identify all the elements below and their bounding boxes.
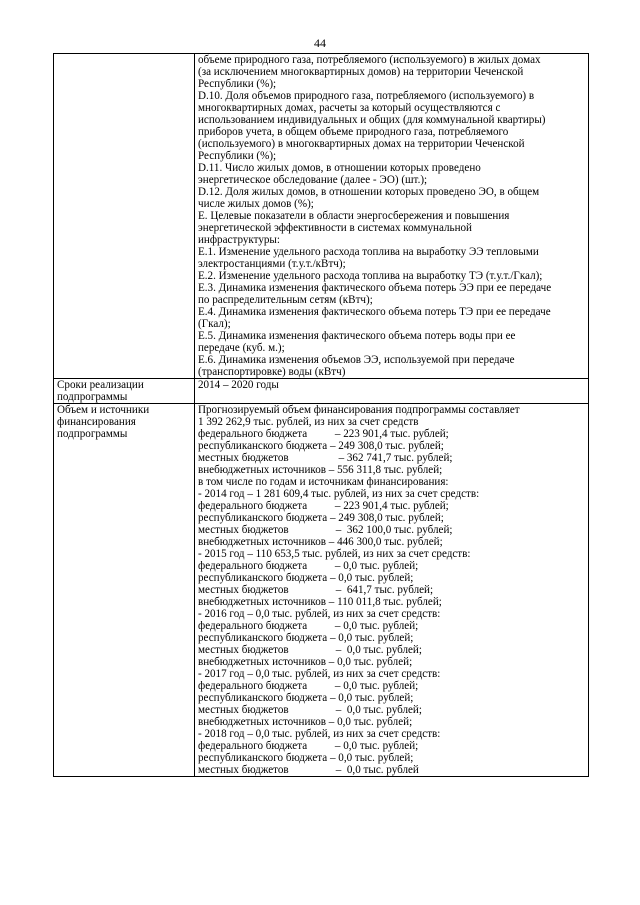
text-line: республиканского бюджета – 0,0 тыс. рублей;	[198, 692, 414, 704]
text-line: (транспортировке) воды (кВтч)	[198, 366, 346, 378]
text-line: Е.6. Динамика изменения объемов ЭЭ, используемой при передаче	[198, 354, 515, 366]
text-line: местных бюджетов – 641,7 тыс. рублей;	[198, 584, 434, 596]
row-content-cell	[195, 404, 589, 777]
text-line: объеме природного газа, потребляемого (используемого) в жилых домах	[198, 54, 541, 66]
row-label-cell	[54, 404, 195, 777]
text-line: D.12. Доля жилых домов, в отношении которых проведено ЭО, в общем	[198, 186, 540, 198]
text-line: - 2014 год – 1 281 609,4 тыс. рублей, из них за счет средств:	[198, 488, 480, 500]
text-line: федерального бюджета – 223 901,4 тыс. рублей;	[198, 428, 449, 440]
text-line: местных бюджетов – 0,0 тыс. рублей;	[198, 704, 422, 716]
text-line: инфраструктуры:	[198, 234, 280, 246]
text-line: Е.2. Изменение удельного расхода топлива на выработку ТЭ (т.у.т./Гкал);	[198, 270, 543, 282]
text-line: Е. Целевые показатели в области энергосбережения и повышения	[198, 210, 510, 222]
text-line: внебюджетных источников – 0,0 тыс. рублей;	[198, 656, 413, 668]
page-number: 44	[314, 36, 326, 50]
text-line: энергетической эффективности в системах коммунальной	[198, 222, 472, 234]
text-line: республиканского бюджета – 0,0 тыс. рублей;	[198, 572, 414, 584]
text-line: - 2015 год – 110 653,5 тыс. рублей, из них за счет средств:	[198, 548, 471, 560]
row-label-cell	[54, 379, 195, 404]
text-line: электростанциями (т.у.т./кВтч);	[198, 258, 346, 270]
table-row	[54, 379, 589, 404]
text-line: Республики (%);	[198, 78, 277, 90]
text-line: подпрограммы	[57, 428, 128, 440]
row-content-cell	[195, 54, 589, 379]
text-line: федерального бюджета – 0,0 тыс. рублей;	[198, 620, 419, 632]
row-content-cell	[195, 379, 589, 404]
text-line: - 2018 год – 0,0 тыс. рублей, из них за счет средств:	[198, 728, 441, 740]
text-line: финансирования	[57, 416, 136, 428]
text-line: - 2017 год – 0,0 тыс. рублей, из них за счет средств:	[198, 668, 441, 680]
text-line: республиканского бюджета – 0,0 тыс. рублей;	[198, 752, 414, 764]
text-line: федерального бюджета – 0,0 тыс. рублей;	[198, 740, 419, 752]
text-line: (используемого) в многоквартирных домах на территории Чеченской	[198, 138, 525, 150]
text-line: федерального бюджета – 0,0 тыс. рублей;	[198, 680, 419, 692]
text-line: внебюджетных источников – 0,0 тыс. рублей;	[198, 716, 413, 728]
text-line: Е.1. Изменение удельного расхода топлива на выработку ЭЭ тепловыми	[198, 246, 539, 258]
row-label-cell	[54, 54, 195, 379]
text-line: местных бюджетов – 0,0 тыс. рублей;	[198, 644, 422, 656]
text-line: D.10. Доля объемов природного газа, потребляемого (используемого) в	[198, 90, 535, 102]
text-line: местных бюджетов – 0,0 тыс. рублей	[198, 764, 419, 776]
text-line: использованием индивидуальных и общих (для коммунальной квартиры)	[198, 114, 546, 126]
text-line: D.11. Число жилых домов, в отношении которых проведено	[198, 162, 481, 174]
text-line: республиканского бюджета – 249 308,0 тыс. рублей;	[198, 440, 444, 452]
text-line: (Гкал);	[198, 318, 231, 330]
text-line: энергетическое обследование (далее - ЭО) (шт.);	[198, 174, 428, 186]
text-line: внебюджетных источников – 110 011,8 тыс. рублей;	[198, 596, 442, 608]
text-line: Е.3. Динамика изменения фактического объема потерь ЭЭ при ее передаче	[198, 282, 552, 294]
table-row	[54, 404, 589, 777]
text-line: Объем и источники	[57, 404, 150, 416]
text-line: местных бюджетов – 362 100,0 тыс. рублей;	[198, 524, 453, 536]
text-line: Е.5. Динамика изменения фактического объема потерь воды при ее	[198, 330, 516, 342]
text-line: приборов учета, в общем объеме природного газа, потребляемого	[198, 126, 509, 138]
text-line: подпрограммы	[57, 391, 128, 403]
text-line: республиканского бюджета – 0,0 тыс. рублей;	[198, 632, 414, 644]
text-line: местных бюджетов – 362 741,7 тыс. рублей;	[198, 452, 453, 464]
table-row	[54, 54, 589, 379]
text-line: Республики (%);	[198, 150, 277, 162]
text-line: передаче (куб. м.);	[198, 342, 285, 354]
text-line: 1 392 262,9 тыс. рублей, из них за счет средств	[198, 416, 419, 428]
text-line: внебюджетных источников – 556 311,8 тыс. рублей;	[198, 464, 443, 476]
text-line: - 2016 год – 0,0 тыс. рублей, из них за счет средств:	[198, 608, 441, 620]
text-line: многоквартирных домах, расчеты за который осуществляются с	[198, 102, 501, 114]
text-line: 2014 – 2020 годы	[198, 379, 279, 391]
text-line: Сроки реализации	[57, 379, 144, 391]
text-line: по распределительным сетям (кВтч);	[198, 294, 373, 306]
text-line: федерального бюджета – 223 901,4 тыс. рублей;	[198, 500, 449, 512]
text-line: (за исключением многоквартирных домов) на территории Чеченской	[198, 66, 524, 78]
text-line: внебюджетных источников – 446 300,0 тыс. рублей;	[198, 536, 443, 548]
program-passport-table	[53, 53, 589, 777]
text-line: Прогнозируемый объем финансирования подпрограммы составляет	[198, 404, 520, 416]
text-line: федерального бюджета – 0,0 тыс. рублей;	[198, 560, 419, 572]
text-line: Е.4. Динамика изменения фактического объема потерь ТЭ при ее передаче	[198, 306, 551, 318]
text-line: республиканского бюджета – 249 308,0 тыс. рублей;	[198, 512, 444, 524]
text-line: числе жилых домов (%);	[198, 198, 314, 210]
text-line: в том числе по годам и источникам финансирования:	[198, 476, 449, 488]
